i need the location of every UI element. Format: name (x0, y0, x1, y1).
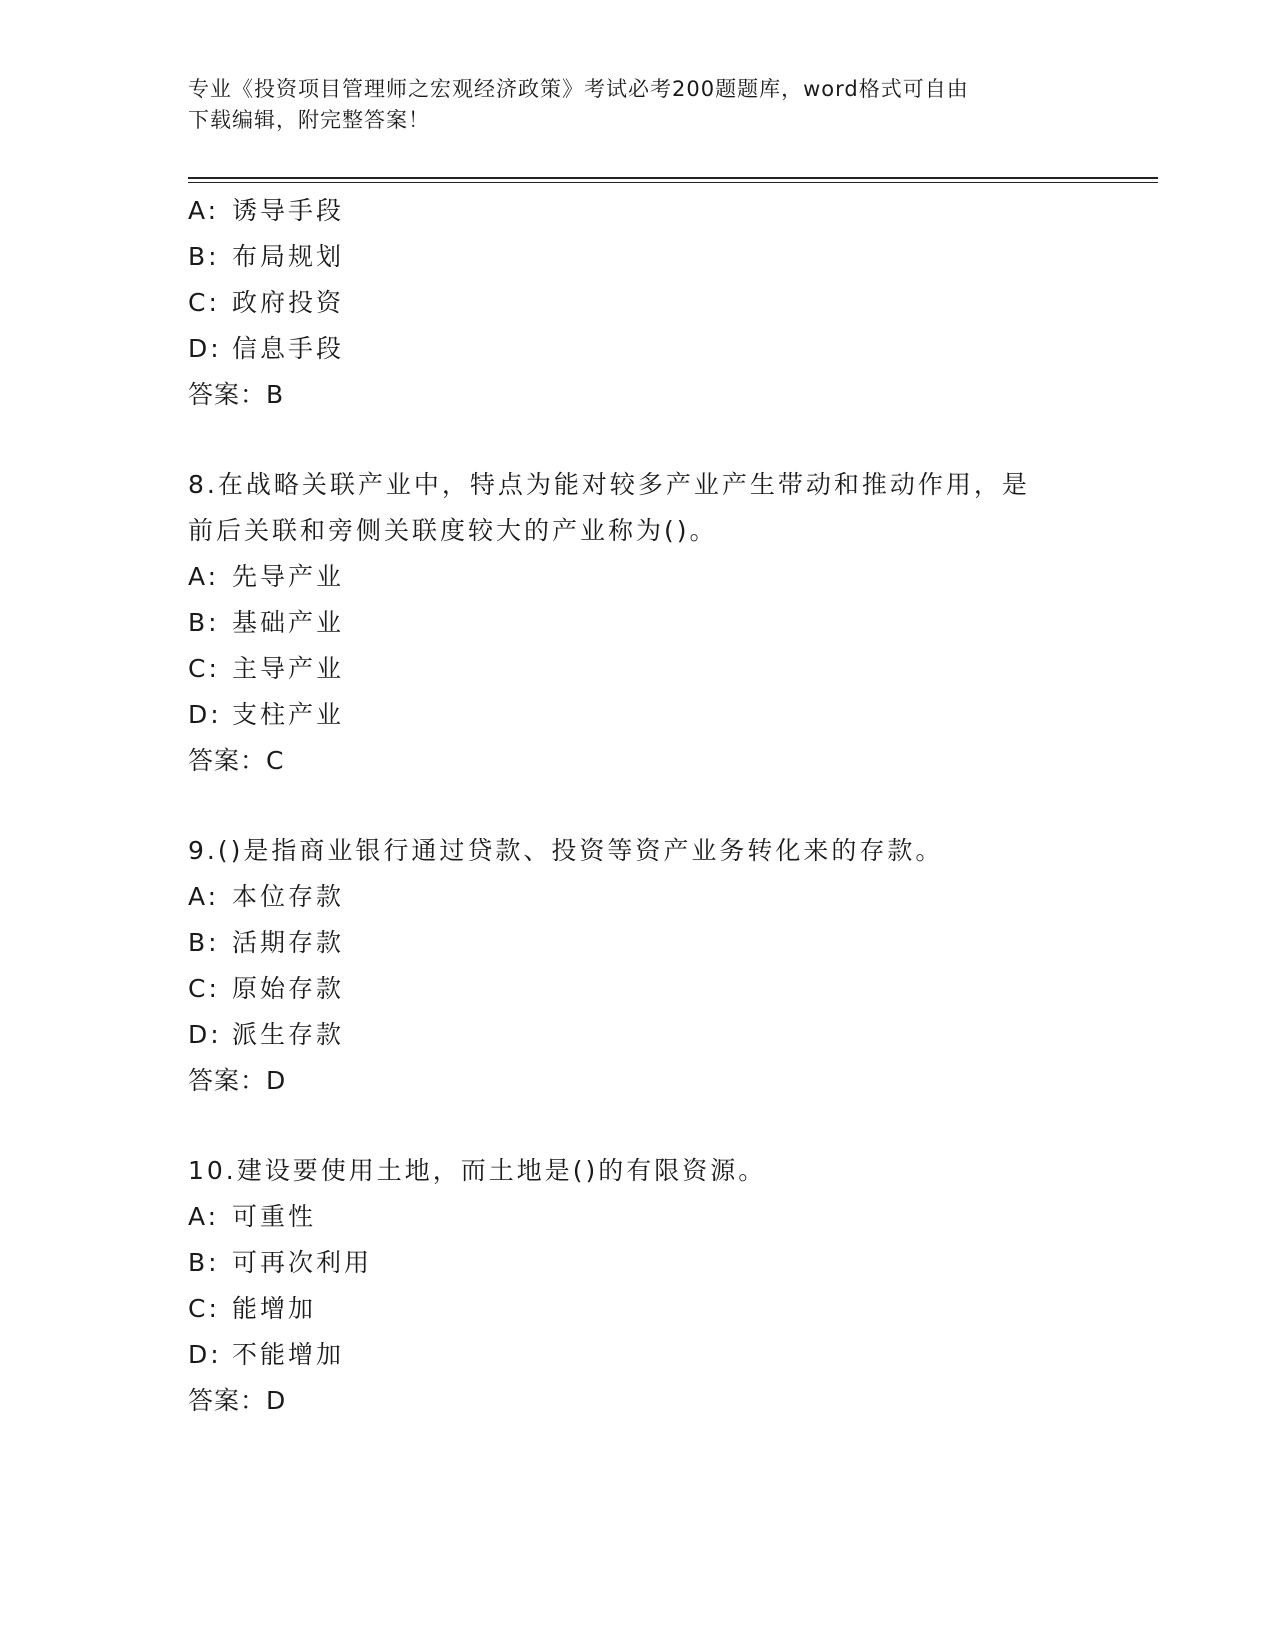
option-text: 先导产业 (232, 562, 345, 591)
question-text-line-1: 9.()是指商业银行通过贷款、投资等资产业务转化来的存款。 (188, 836, 944, 865)
header-rule-thick (188, 177, 1158, 179)
option-d (188, 692, 1158, 738)
option-text: 活期存款 (232, 928, 345, 957)
option-letter: D: (188, 1020, 222, 1049)
spacer (188, 784, 1158, 828)
question-text-line-1: 10.建设要使用土地，而土地是()的有限资源。 (188, 1156, 767, 1185)
question-text-line-2: 前后关联和旁侧关联度较大的产业称为()。 (188, 516, 718, 545)
option-d (188, 1332, 1158, 1378)
spacer (188, 418, 1158, 462)
option-letter: D: (188, 1340, 222, 1369)
option-a (188, 1194, 1158, 1240)
option-c (188, 646, 1158, 692)
option-d (188, 326, 1158, 372)
answer: 答案：B (188, 380, 285, 409)
header-line-2: 下载编辑，附完整答案！ (188, 108, 430, 132)
question-9 (188, 828, 1158, 1104)
answer: 答案：D (188, 1066, 287, 1095)
option-letter: A: (188, 196, 220, 225)
option-c (188, 280, 1158, 326)
option-letter: A: (188, 882, 220, 911)
document-header (188, 74, 1088, 136)
option-text: 支柱产业 (232, 700, 345, 729)
option-b (188, 234, 1158, 280)
option-letter: B: (188, 242, 220, 271)
option-letter: D: (188, 700, 222, 729)
option-a (188, 874, 1158, 920)
option-letter: A: (188, 562, 220, 591)
option-b (188, 600, 1158, 646)
header-rule-thin (188, 182, 1158, 183)
option-text: 原始存款 (232, 974, 345, 1003)
option-text: 布局规划 (232, 242, 345, 271)
spacer (188, 1104, 1158, 1148)
option-a (188, 554, 1158, 600)
option-text: 政府投资 (232, 288, 345, 317)
option-letter: A: (188, 1202, 220, 1231)
option-letter: C: (188, 654, 220, 683)
header-line-1: 专业《投资项目管理师之宏观经济政策》考试必考200题题库，word格式可自由 (188, 77, 969, 101)
option-letter: C: (188, 974, 220, 1003)
question-8 (188, 462, 1158, 784)
question-text-line-1: 8.在战略关联产业中，特点为能对较多产业产生带动和推动作用，是 (188, 470, 1030, 499)
option-letter: C: (188, 1294, 220, 1323)
question-10 (188, 1148, 1158, 1424)
option-text: 不能增加 (232, 1340, 345, 1369)
option-letter: B: (188, 928, 220, 957)
option-letter: B: (188, 608, 220, 637)
option-c (188, 966, 1158, 1012)
option-text: 信息手段 (232, 334, 345, 363)
question-list (188, 188, 1158, 1424)
option-letter: D: (188, 334, 222, 363)
answer: 答案：C (188, 746, 285, 775)
option-text: 可再次利用 (232, 1248, 373, 1277)
option-c (188, 1286, 1158, 1332)
option-text: 本位存款 (232, 882, 345, 911)
option-text: 诱导手段 (232, 196, 345, 225)
question-7 (188, 188, 1158, 418)
option-text: 主导产业 (232, 654, 345, 683)
answer: 答案：D (188, 1386, 287, 1415)
option-letter: B: (188, 1248, 220, 1277)
option-a (188, 188, 1158, 234)
option-text: 可重性 (232, 1202, 317, 1231)
option-text: 派生存款 (232, 1020, 345, 1049)
option-b (188, 920, 1158, 966)
option-d (188, 1012, 1158, 1058)
option-letter: C: (188, 288, 220, 317)
option-text: 能增加 (232, 1294, 317, 1323)
option-b (188, 1240, 1158, 1286)
option-text: 基础产业 (232, 608, 345, 637)
